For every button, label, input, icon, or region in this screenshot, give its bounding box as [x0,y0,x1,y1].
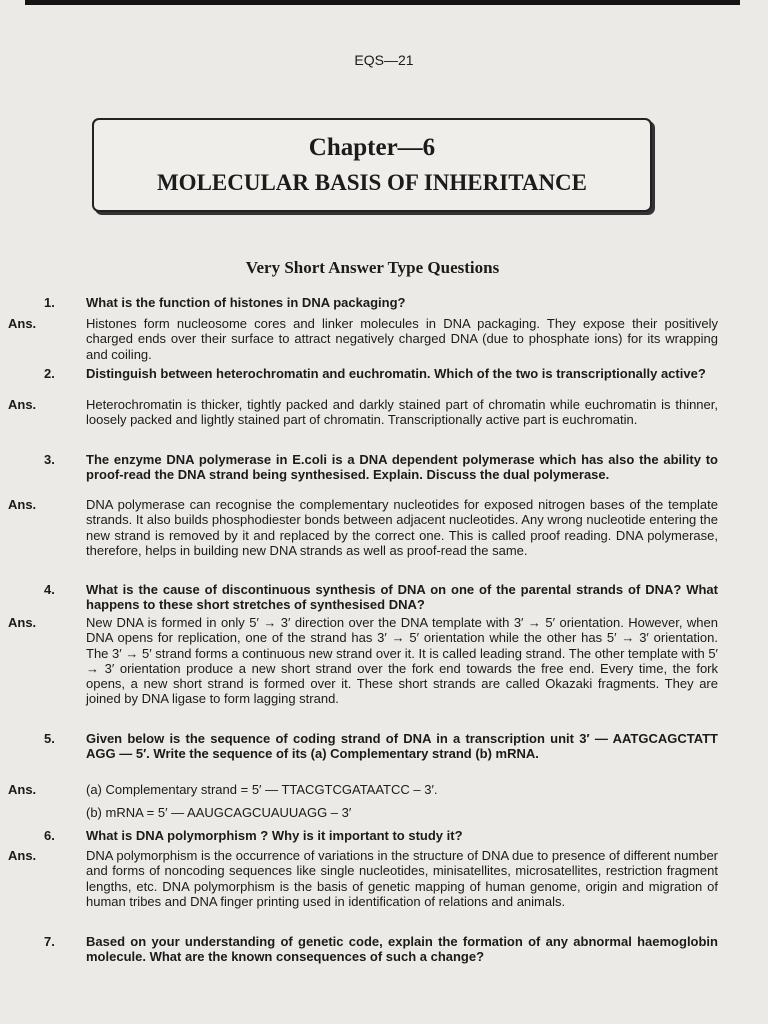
answer-label: Ans. [8,497,37,512]
answer-label: Ans. [8,397,37,412]
answer-text: DNA polymorphism is the occurrence of variations in the structure of DNA due to presence of different number and forms of noncoding sequences like single nucleotides, minisatellites, microsatellites, restriction fragment lengths, etc. DNA polymorphism is the basis of genetic mapping of human genome, origin and migration of human tribes and DNA finger printing used in identification of relations and animals. [86,848,718,909]
answer-text: New DNA is formed in only 5′ → 3′ direction over the DNA template with 3′ → 5′ orientation. However, when DNA opens for replication, one of the strand has 3′ → 5′ orientation while the other has 5′ → 3′ orientation. The 3′ → 5′ strand forms a continuous new strand over it. It is called leading strand. The other template with 5′ → 3′ orientation produce a new short strand over the fork end towards the free end. Every time, the fork opens, a new short strand is formed over it. These short strands are called Okazaki fragments. They are joined by DNA ligase to form lagging strand. [86,615,718,707]
question-text: What is the function of histones in DNA packaging? [86,295,406,310]
question-number: 7. [44,934,55,949]
answer-text-mrna: (b) mRNA = 5′ — AAUGCAGCUAUUAGG – 3′ [86,805,352,820]
question-number: 3. [44,452,55,467]
answer-label: Ans. [8,316,37,331]
question-number: 5. [44,731,55,746]
answer-label: Ans. [8,782,37,797]
answer-label: Ans. [8,848,37,863]
answer-text: Histones form nucleosome cores and linker molecules in DNA packaging. They expose their positively charged ends over their surface to attract negatively charged DNA (due to phosphate ions) for its wrapping and coiling. [86,316,718,362]
answer-text: Heterochromatin is thicker, tightly packed and darkly stained part of chromatin while euchromatin is thinner, loosely packed and lightly stained part of chromatin. Transcriptionally active part is euchromatin. [86,397,718,428]
question-number: 6. [44,828,55,843]
question-text: Distinguish between heterochromatin and euchromatin. Which of the two is transcriptionally active? [86,366,706,381]
question-text: Given below is the sequence of coding strand of DNA in a transcription unit 3′ — AATGCAGCTATT AGG — 5′. Write the sequence of its (a) Complementary strand (b) mRNA. [86,731,718,762]
question-text: The enzyme DNA polymerase in E.coli is a DNA dependent polymerase which has also the ability to proof-read the DNA strand being synthesised. Explain. Discuss the dual polymerase. [86,452,718,483]
top-rule [25,0,740,5]
question-text: What is DNA polymorphism ? Why is it important to study it? [86,828,463,843]
question-number: 4. [44,582,55,597]
chapter-number: Chapter—6 [308,134,436,161]
section-heading: Very Short Answer Type Questions [245,258,500,277]
chapter-title-box [92,118,652,212]
answer-text-complementary: (a) Complementary strand = 5′ — TTACGTCGATAATCC – 3′. [86,782,438,797]
question-text: Based on your understanding of genetic code, explain the formation of any abnormal haemoglobin molecule. What are the known consequences of such a change? [86,934,718,965]
chapter-name: MOLECULAR BASIS OF INHERITANCE [156,170,588,195]
answer-text: DNA polymerase can recognise the complementary nucleotides for exposed nitrogen bases of the template strands. It also builds phosphodiester bonds between adjacent nucleotides. Any wrong nucleotide entering the new strand is removed by it and replaced by the correct one. This is called proof reading. DNA polymerase, therefore, helps in building new DNA strands as well as proof-read the same. [86,497,718,558]
answer-label: Ans. [8,615,37,630]
question-text: What is the cause of discontinuous synthesis of DNA on one of the parental strands of DNA? What happens to these short stretches of synthesised DNA? [86,582,718,613]
question-number: 2. [44,366,55,381]
question-number: 1. [44,295,55,310]
page-header-code: EQS—21 [354,52,414,68]
